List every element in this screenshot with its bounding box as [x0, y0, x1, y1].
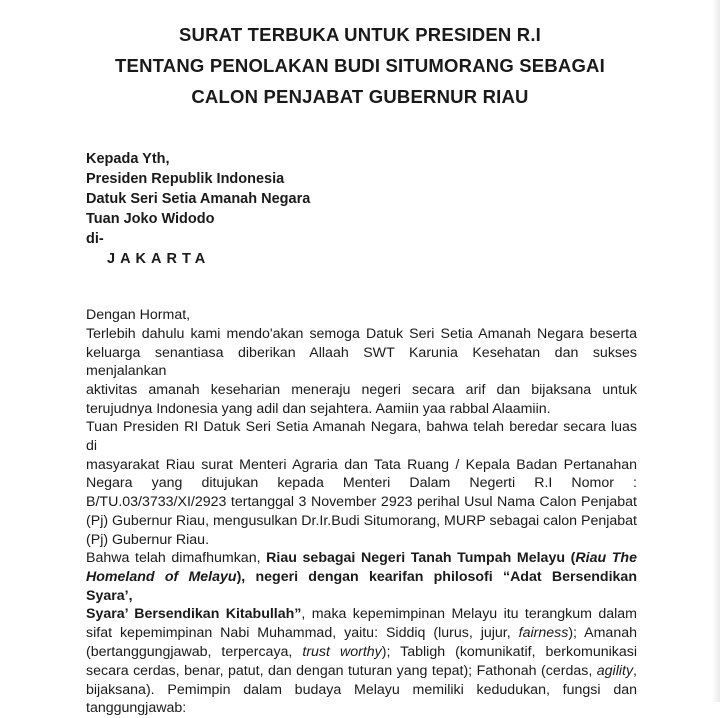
- paragraph-line: (Pj) Gubernur Riau, mengusulkan Dr.Ir.Budi Situmorang, MURP sebagai calon Penjabat: [86, 512, 637, 529]
- paragraph-line: Negara yang ditujukan kepada Menteri Dalam Negerti R.I Nomor :: [86, 475, 637, 492]
- paragraph-circular: [86, 418, 637, 550]
- title-line-1: SURAT TERBUKA UNTUK PRESIDEN R.I: [178, 24, 542, 45]
- paragraph-line: Terlebih dahulu kami mendo'akan semoga Datuk Seri Setia Amanah Negara beserta: [86, 325, 637, 342]
- paragraph-line: Homeland of Melayu), negeri dengan kearifan philosofi “Adat Bersendikan Syara’,: [86, 568, 637, 604]
- paragraph-line: bijaksana). Pemimpin dalam budaya Melayu memiliki kedudukan, fungsi dan: [86, 681, 637, 698]
- address-di: di-: [86, 231, 104, 247]
- title-line-2: TENTANG PENOLAKAN BUDI SITUMORANG SEBAGAI: [115, 55, 605, 76]
- paragraph-leadership: [86, 549, 637, 718]
- address-line-2: Presiden Republik Indonesia: [86, 171, 285, 187]
- paragraph-line: Syara’ Bersendikan Kitabullah”, maka kepemimpinan Melayu itu terangkum dalam: [86, 606, 637, 623]
- paragraph-line: terujudnya Indonesia yang adil dan sejahtera. Aamiin yaa rabbal Alaamiin.: [86, 400, 551, 417]
- paragraph-line: keluarga senantiasa diberikan Allaah SWT Karunia Kesehatan dan sukses menjalankan: [86, 344, 637, 380]
- address-line-3: Datuk Seri Setia Amanah Negara: [86, 191, 311, 207]
- paragraph-line: tanggungjawab:: [86, 700, 187, 717]
- paragraph-line: B/TU.03/3733/XI/2923 tertanggal 3 November 2923 perihal Usul Nama Calon Penjabat: [86, 494, 637, 511]
- paragraph-opening: [86, 306, 637, 419]
- paragraph-line: (bertanggungjawab, terpercaya, trust worthy); Tabligh (komunikatif, berkomunikasi: [86, 643, 637, 660]
- page-edge-shadow: [712, 0, 720, 702]
- paragraph-line: secara cerdas, benar, patut, dan dengan tuturan yang tepat); Fathonah (cerdas, agility,: [86, 662, 637, 679]
- greeting: Dengan Hormat,: [86, 307, 191, 323]
- paragraph-line: (Pj) Gubernur Riau.: [86, 531, 210, 548]
- paragraph-line: aktivitas amanah keseharian meneraju negeri secara arif dan bijaksana untuk: [86, 382, 637, 399]
- title-line-3: CALON PENJABAT GUBERNUR RIAU: [191, 86, 529, 107]
- address-line-4: Tuan Joko Widodo: [86, 211, 215, 227]
- paragraph-line: Tuan Presiden RI Datuk Seri Setia Amanah Negara, bahwa telah beredar secara luas di: [86, 419, 637, 454]
- address-city: JAKARTA: [107, 251, 211, 267]
- address-salutation: Kepada Yth,: [86, 151, 170, 167]
- paragraph-line: sifat kepemimpinan Nabi Muhammad, yaitu: Siddiq (lurus, jujur, fairness); Amanah: [86, 625, 637, 642]
- paragraph-line: masyarakat Riau surat Menteri Agraria dan Tata Ruang / Kepala Badan Pertanahan: [86, 456, 637, 473]
- paragraph-line: Bahwa telah dimafhumkan, Riau sebagai Negeri Tanah Tumpah Melayu (Riau The: [86, 550, 637, 566]
